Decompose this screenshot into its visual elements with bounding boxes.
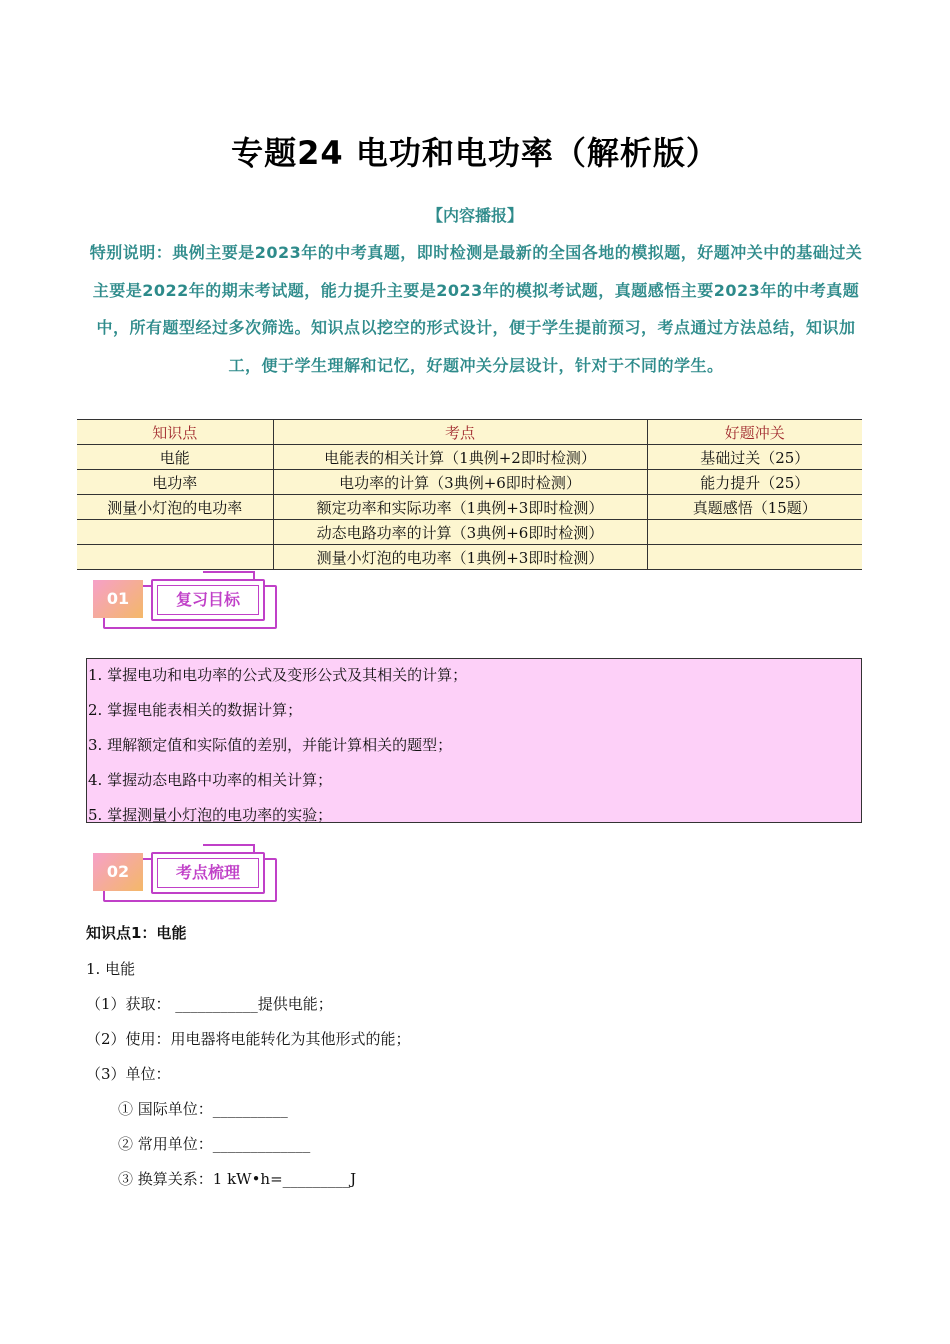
table-cell: 测量小灯泡的电功率 — [77, 495, 273, 520]
table-header-cell: 好题冲关 — [647, 420, 862, 445]
table-row — [77, 470, 862, 495]
table-row — [77, 545, 862, 570]
section-number: 02 — [93, 853, 143, 891]
table-cell — [647, 545, 862, 570]
knowledge-line-unit-common: ② 常用单位：_____________ — [118, 1135, 311, 1153]
section-label: 复习目标 — [157, 585, 259, 615]
table-cell — [77, 520, 273, 545]
table-cell — [647, 520, 862, 545]
table-cell — [77, 545, 273, 570]
overview-table — [77, 419, 862, 570]
table-cell: 能力提升（25） — [647, 470, 862, 495]
table-header-cell: 考点 — [273, 420, 647, 445]
review-goals-box — [86, 658, 862, 823]
table-row — [77, 495, 862, 520]
knowledge-line-unit-si: ① 国际单位：__________ — [118, 1100, 288, 1118]
goal-item: 2. 掌握电能表相关的数据计算； — [88, 701, 303, 719]
table-cell: 电功率 — [77, 470, 273, 495]
section-number: 01 — [93, 580, 143, 618]
section-label-box — [151, 579, 265, 621]
goal-item: 4. 掌握动态电路中功率的相关计算； — [88, 771, 333, 789]
table-row — [77, 520, 862, 545]
broadcast-heading: 【内容播报】 — [426, 206, 523, 225]
knowledge-line-unit-convert: ③ 换算关系：1 kW•h=_________J — [118, 1170, 357, 1188]
knowledge-point-title: 知识点1：电能 — [86, 924, 187, 942]
section-label-box — [151, 852, 265, 894]
section-badge-exam-points — [93, 850, 283, 910]
goal-item: 5. 掌握测量小灯泡的电功率的实验； — [88, 806, 333, 824]
knowledge-line-use: （2）使用：用电器将电能转化为其他形式的能； — [86, 1030, 411, 1048]
section-label: 考点梳理 — [157, 858, 259, 888]
table-cell: 电功率的计算（3典例+6即时检测） — [273, 470, 647, 495]
table-cell: 电能表的相关计算（1典例+2即时检测） — [273, 445, 647, 470]
knowledge-line-obtain: （1）获取： ___________提供电能； — [86, 995, 333, 1013]
page-title: 专题24 电功和电功率（解析版） — [231, 134, 719, 172]
table-cell: 电能 — [77, 445, 273, 470]
knowledge-item-heading: 1. 电能 — [86, 960, 136, 978]
table-cell: 基础过关（25） — [647, 445, 862, 470]
knowledge-line-unit: （3）单位： — [86, 1065, 171, 1083]
section-badge-review-goals — [93, 577, 283, 637]
table-cell: 动态电路功率的计算（3典例+6即时检测） — [273, 520, 647, 545]
broadcast-text: 特别说明：典例主要是2023年的中考真题，即时检测是最新的全国各地的模拟题，好题冲关中的基础过关主要是2022年的期末考试题，能力提升主要是2023年的模拟考试题，真题感悟主要2023年的中考真题中，所有题型经过多次筛选。知识点以挖空的形式设计，便于学生提前预习，考点通过方法总结，知识加工，便于学生理解和记忆，好题冲关分层设计，针对于不同的学生。 — [89, 243, 863, 375]
table-cell: 测量小灯泡的电功率（1典例+3即时检测） — [273, 545, 647, 570]
table-cell: 真题感悟（15题） — [647, 495, 862, 520]
goal-item: 1. 掌握电功和电功率的公式及变形公式及其相关的计算； — [88, 666, 468, 684]
table-header-row — [77, 420, 862, 445]
table-row — [77, 445, 862, 470]
table-header-cell: 知识点 — [77, 420, 273, 445]
table-cell: 额定功率和实际功率（1典例+3即时检测） — [273, 495, 647, 520]
goal-item: 3. 理解额定值和实际值的差别，并能计算相关的题型； — [88, 736, 453, 754]
